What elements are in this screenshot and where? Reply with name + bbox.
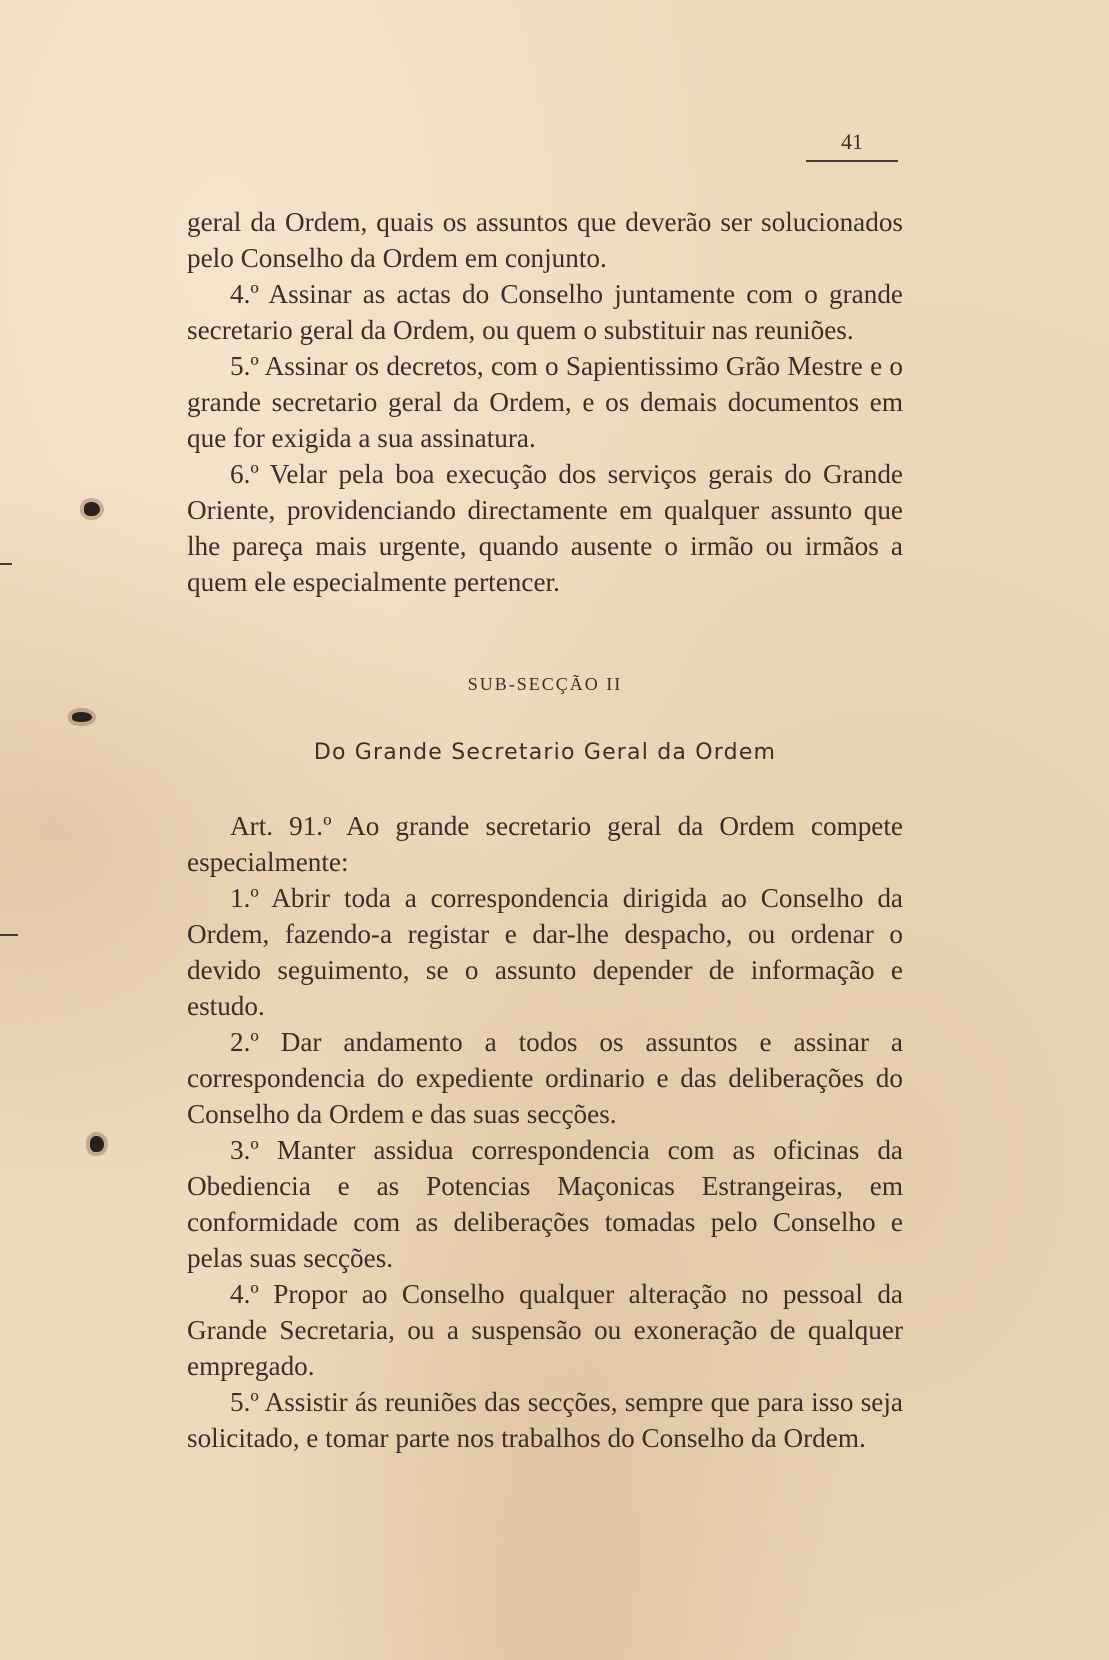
edge-tear-mark	[0, 563, 12, 565]
paragraph-item-6: 6.º Velar pela boa execução dos serviços gerais do Grande Oriente, providenciando directamente em qualquer assunto que lhe pareça mais urgente, quando ausente o irmão ou irmãos a quem ele especialmente pertencer.	[187, 459, 903, 597]
paragraph-item-4b: 4.º Propor ao Conselho qualquer alteração no pessoal da Grande Secretaria, ou a suspensão ou exoneração de qualquer empregado.	[187, 1279, 903, 1381]
paragraph-item-4: 4.º Assinar as actas do Conselho juntamente com o grande secretario geral da Ordem, ou quem o substituir nas reuniões.	[187, 279, 903, 345]
page-number: 41	[841, 129, 863, 154]
paragraph-continuation: geral da Ordem, quais os assuntos que deverão ser solucionados pelo Conselho da Ordem em conjunto.	[187, 207, 903, 273]
subsection-label: SUB-SECÇÃO II	[467, 674, 623, 694]
paragraph-item-1: 1.º Abrir toda a correspondencia dirigida ao Conselho da Ordem, fazendo-a registar e dar-lhe despacho, ou ordenar o devido seguimento, se o assunto depender de informação e estudo.	[187, 883, 903, 1021]
paragraph-item-3: 3.º Manter assidua correspondencia com as oficinas da Obediencia e as Potencias Maçonicas Estrangeiras, em conformidade com as deliberações tomadas pelo Conselho e pelas suas secções.	[187, 1135, 903, 1273]
paragraph-item-5: 5.º Assinar os decretos, com o Sapientissimo Grão Mestre e o grande secretario geral da Ordem, e os demais documentos em que for exigida a sua assinatura.	[187, 351, 903, 453]
body-text-top	[187, 204, 903, 600]
edge-tear-mark	[0, 934, 18, 936]
paragraph-item-2: 2.º Dar andamento a todos os assuntos e assinar a correspondencia do expediente ordinario e das deliberações do Conselho da Ordem e das suas secções.	[187, 1027, 903, 1129]
paragraph-item-5b: 5.º Assistir ás reuniões das secções, sempre que para isso seja solicitado, e tomar parte nos trabalhos do Conselho da Ordem.	[187, 1387, 903, 1453]
body-text-bottom	[187, 808, 903, 1456]
paper-hole-mark	[90, 1136, 104, 1152]
paper-hole-mark	[84, 502, 100, 516]
subsection-title: Do Grande Secretario Geral da Ordem	[313, 740, 777, 765]
paper-hole-mark	[72, 712, 92, 722]
page-number-rule	[806, 160, 898, 162]
article-91: Art. 91.º Ao grande secretario geral da Ordem compete especialmente:	[187, 811, 903, 877]
